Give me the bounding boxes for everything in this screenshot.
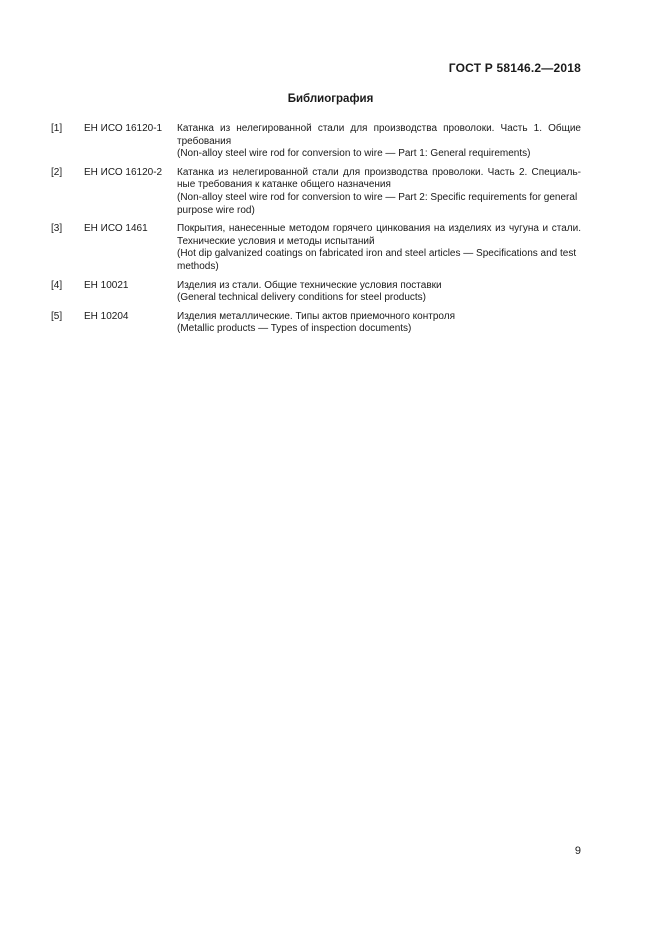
bibliography-entry (51, 123, 581, 161)
entry-standard-code: ЕН ИСО 16120-1 (84, 123, 163, 134)
entry-standard-code: ЕН ИСО 16120-2 (84, 166, 163, 178)
entry-title-ru: Изделия из стали. Общие технические условия поставки (177, 279, 442, 291)
entry-title-en: (General technical delivery conditions for steel products) (177, 292, 427, 304)
bibliography-entry (51, 311, 581, 336)
section-title: Библиография (287, 93, 374, 105)
entry-number: [1] (51, 123, 63, 134)
entry-title-ru: Изделия металлические. Типы актов приемочного контроля (177, 310, 455, 322)
standard-header: ГОСТ Р 58146.2—2018 (448, 61, 581, 75)
entry-number: [5] (51, 310, 63, 322)
bibliography-entry (51, 223, 581, 273)
entry-text (177, 280, 581, 305)
entry-title-en: (Non-alloy steel wire rod for conversion to wire — Part 2: Specific requirements for general purpose wire rod) (177, 191, 578, 216)
bibliography-entry (51, 280, 581, 305)
entry-title-ru: Катанка из нелегированной стали для производства проволоки. Часть 2. Специаль-ные требования к катанке общего назначения (177, 166, 581, 191)
entry-standard-code: ЕН 10204 (84, 310, 129, 322)
entry-number: [4] (51, 279, 63, 291)
entry-standard-code: ЕН ИСО 1461 (84, 223, 148, 235)
entry-title-ru: Катанка из нелегированной стали для производства проволоки. Часть 1. Общие требования (177, 123, 581, 147)
bibliography-entry (51, 167, 581, 217)
page-number: 9 (574, 845, 581, 857)
bibliography-list (51, 123, 581, 342)
entry-text (177, 167, 581, 217)
entry-number: [2] (51, 166, 63, 178)
entry-number: [3] (51, 223, 63, 235)
entry-title-en: (Hot dip galvanized coatings on fabricated iron and steel articles — Specifications and test methods) (177, 248, 577, 272)
entry-title-en: (Metallic products — Types of inspection documents) (177, 323, 412, 335)
entry-text (177, 311, 581, 336)
entry-title-en: (Non-alloy steel wire rod for conversion to wire — Part 1: General requirements) (177, 148, 531, 160)
entry-text (177, 123, 581, 161)
entry-title-ru: Покрытия, нанесенные методом горячего цинкования на изделиях из чугуна и стали. Технические условия и методы испытаний (177, 223, 581, 247)
entry-standard-code: ЕН 10021 (84, 279, 129, 291)
entry-text (177, 223, 581, 273)
